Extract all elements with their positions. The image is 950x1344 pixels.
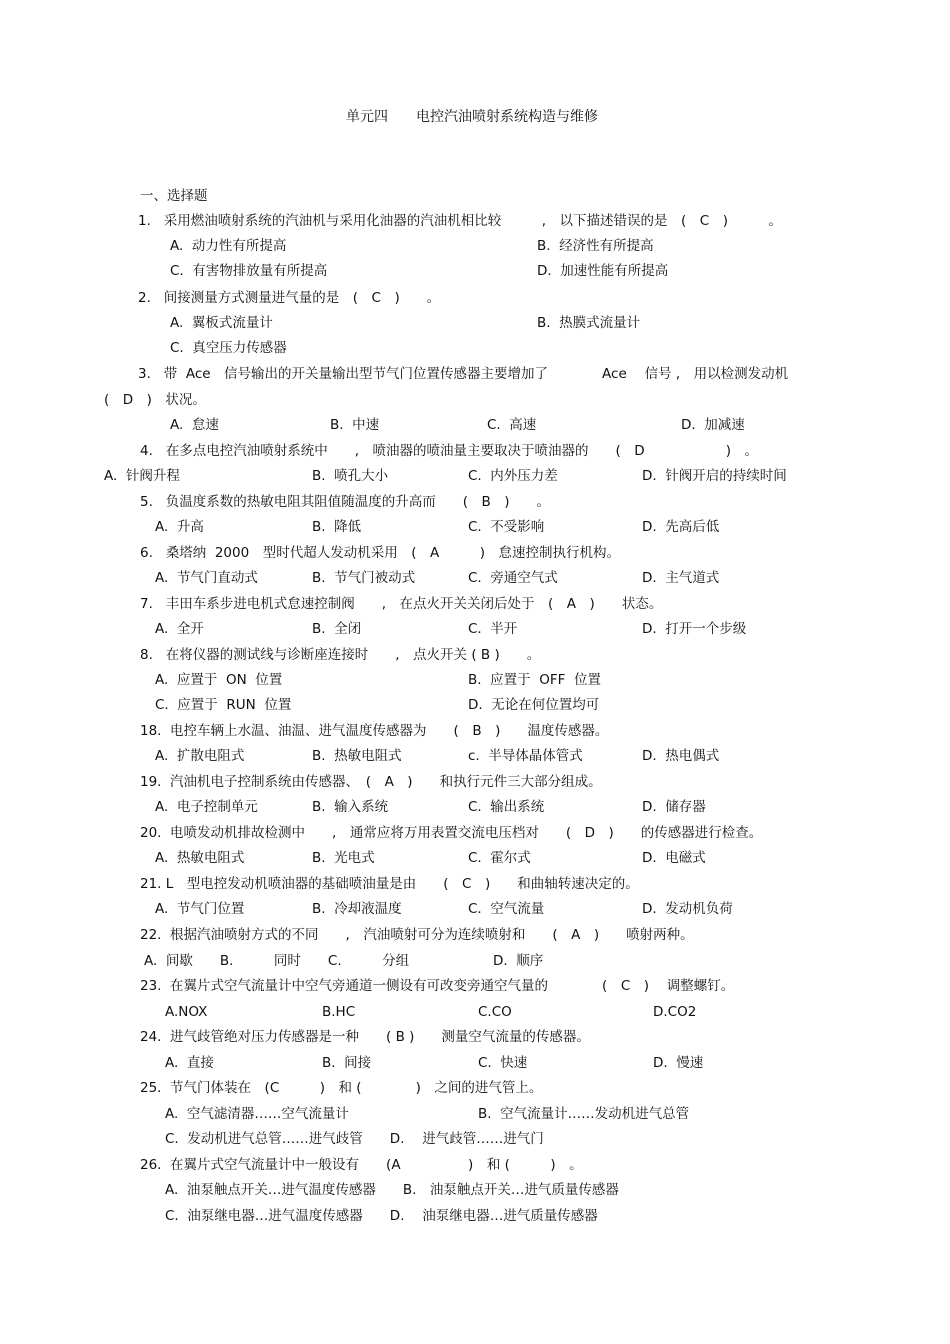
question-line: 20. 电喷发动机排故检测中 , 通常应将万用表置交流电压档对 ( D ) 的传感器进行检查。 bbox=[140, 825, 763, 841]
question-line: C. 输出系统 bbox=[468, 799, 545, 815]
question-line: c. 半导体晶体管式 bbox=[468, 748, 583, 764]
question-line: D. 先高后低 bbox=[642, 519, 720, 535]
question-line: 23. 在翼片式空气流量计中空气旁通道一侧设有可改变旁通空气量的 ( C ) 调整螺钉。 bbox=[140, 978, 735, 994]
question-line: D.CO2 bbox=[653, 1004, 697, 1020]
question-line: 3. 带 Ace 信号输出的开关量输出型节气门位置传感器主要增加了 Ace 信号 , 用以检测发动机 bbox=[138, 366, 789, 382]
question-line: C.CO bbox=[478, 1004, 512, 1020]
question-line: 19. 汽油机电子控制系统由传感器、 ( A ) 和执行元件三大部分组成。 bbox=[140, 774, 602, 790]
question-line: 8. 在将仪器的测试线与诊断座连接时 , 点火开关 ( B ) 。 bbox=[140, 647, 541, 663]
question-line: A. 间歇 B. 同时 C. 分组 bbox=[144, 953, 410, 969]
question-line: A. 应置于 ON 位置 bbox=[155, 672, 283, 688]
question-line: C. 发动机进气总管……进气歧管 D. 进气歧管……进气门 bbox=[165, 1131, 544, 1147]
question-line: B. 中速 bbox=[330, 417, 380, 433]
question-line: A. 空气滤清器……空气流量计 bbox=[165, 1106, 349, 1122]
question-line: C. 快速 bbox=[478, 1055, 528, 1071]
question-line: B. 节气门被动式 bbox=[312, 570, 416, 586]
question-line: C. 旁通空气式 bbox=[468, 570, 558, 586]
question-line: D. 针阀开启的持续时间 bbox=[642, 468, 787, 484]
question-line: B. 全闭 bbox=[312, 621, 362, 637]
question-line: A. 扩散电阻式 bbox=[155, 748, 245, 764]
question-line: 6. 桑塔纳 2000 型时代超人发动机采用 ( A ) 怠速控制执行机构。 bbox=[140, 545, 620, 561]
question-line: A. 电子控制单元 bbox=[155, 799, 258, 815]
question-line: 26. 在翼片式空气流量计中一般设有 (A ) 和 ( ) 。 bbox=[140, 1157, 583, 1173]
question-line: B. 降低 bbox=[312, 519, 362, 535]
question-line: C. 有害物排放量有所提高 bbox=[170, 263, 328, 279]
question-line: B. 喷孔大小 bbox=[312, 468, 389, 484]
question-line: 22. 根据汽油喷射方式的不同 , 汽油喷射可分为连续喷射和 ( A ) 喷射两种。 bbox=[140, 927, 694, 943]
question-line: 21. L 型电控发动机喷油器的基础喷油量是由 ( C ) 和曲轴转速决定的。 bbox=[140, 876, 639, 892]
question-line: D. 储存器 bbox=[642, 799, 706, 815]
question-line: B. 输入系统 bbox=[312, 799, 389, 815]
question-line: B. 热膜式流量计 bbox=[537, 315, 641, 331]
question-line: D. 电磁式 bbox=[642, 850, 706, 866]
question-line: B. 热敏电阻式 bbox=[312, 748, 402, 764]
question-line: A. 翼板式流量计 bbox=[170, 315, 273, 331]
question-line: C. 空气流量 bbox=[468, 901, 545, 917]
question-line: A. 动力性有所提高 bbox=[170, 238, 287, 254]
question-line: D. 热电偶式 bbox=[642, 748, 720, 764]
question-line: C. 真空压力传感器 bbox=[170, 340, 287, 356]
question-line: A. 节气门位置 bbox=[155, 901, 245, 917]
question-line: A. 直接 bbox=[165, 1055, 214, 1071]
question-line: 24. 进气歧管绝对压力传感器是一种 ( B ) 测量空气流量的传感器。 bbox=[140, 1029, 590, 1045]
question-line: C. 霍尔式 bbox=[468, 850, 531, 866]
question-line: ( D ) 状况。 bbox=[104, 392, 206, 408]
question-line: B. 空气流量计……发动机进气总管 bbox=[478, 1106, 690, 1122]
question-line: A. 全开 bbox=[155, 621, 204, 637]
question-line: B. 经济性有所提高 bbox=[537, 238, 654, 254]
question-line: A. 油泵触点开关…进气温度传感器 B. 油泵触点开关…进气质量传感器 bbox=[165, 1182, 619, 1198]
question-line: D. 无论在何位置均可 bbox=[468, 697, 600, 713]
question-line: D. 主气道式 bbox=[642, 570, 720, 586]
question-line: B. 冷却液温度 bbox=[312, 901, 402, 917]
question-line: C. 高速 bbox=[487, 417, 537, 433]
question-line: C. 应置于 RUN 位置 bbox=[155, 697, 292, 713]
question-line: 5. 负温度系数的热敏电阻其阻值随温度的升高而 ( B ) 。 bbox=[140, 494, 551, 510]
question-line: B. 间接 bbox=[322, 1055, 372, 1071]
question-line: C. 油泵继电器…进气温度传感器 D. 油泵继电器…进气质量传感器 bbox=[165, 1208, 598, 1224]
section-heading: 一、选择题 bbox=[140, 188, 208, 204]
question-line: 7. 丰田车系步进电机式怠速控制阀 , 在点火开关关闭后处于 ( A ) 状态。 bbox=[140, 596, 663, 612]
question-line: A. 节气门直动式 bbox=[155, 570, 258, 586]
question-line: A. 升高 bbox=[155, 519, 204, 535]
question-line: A. 怠速 bbox=[170, 417, 219, 433]
question-line: C. 不受影响 bbox=[468, 519, 545, 535]
question-line: 25. 节气门体装在 (C ) 和 ( ) 之间的进气管上。 bbox=[140, 1080, 543, 1096]
question-line: 1. 采用燃油喷射系统的汽油机与采用化油器的汽油机相比较 , 以下描述错误的是 ( C ) 。 bbox=[138, 213, 783, 229]
question-line: B. 光电式 bbox=[312, 850, 375, 866]
question-line: C. 半开 bbox=[468, 621, 518, 637]
question-line: D. 加减速 bbox=[681, 417, 745, 433]
question-line: D. 加速性能有所提高 bbox=[537, 263, 669, 279]
question-line: D. 发动机负荷 bbox=[642, 901, 733, 917]
question-line: B. 应置于 OFF 位置 bbox=[468, 672, 601, 688]
question-line: A.NOX bbox=[165, 1004, 208, 1020]
question-line: D. 慢速 bbox=[653, 1055, 704, 1071]
page-title: 单元四 电控汽油喷射系统构造与维修 bbox=[346, 109, 598, 125]
question-line: 4. 在多点电控汽油喷射系统中 , 喷油器的喷油量主要取决于喷油器的 ( D ) 。 bbox=[140, 443, 758, 459]
question-line: A. 针阀升程 bbox=[104, 468, 180, 484]
question-line: 2. 间接测量方式测量进气量的是 ( C ) 。 bbox=[138, 290, 441, 306]
question-line: D. 打开一个步级 bbox=[642, 621, 747, 637]
question-line: 18. 电控车辆上水温、油温、进气温度传感器为 ( B ) 温度传感器。 bbox=[140, 723, 609, 739]
question-line: B.HC bbox=[322, 1004, 356, 1020]
question-line: A. 热敏电阻式 bbox=[155, 850, 245, 866]
question-line: C. 内外压力差 bbox=[468, 468, 558, 484]
question-line: D. 顺序 bbox=[493, 953, 544, 969]
